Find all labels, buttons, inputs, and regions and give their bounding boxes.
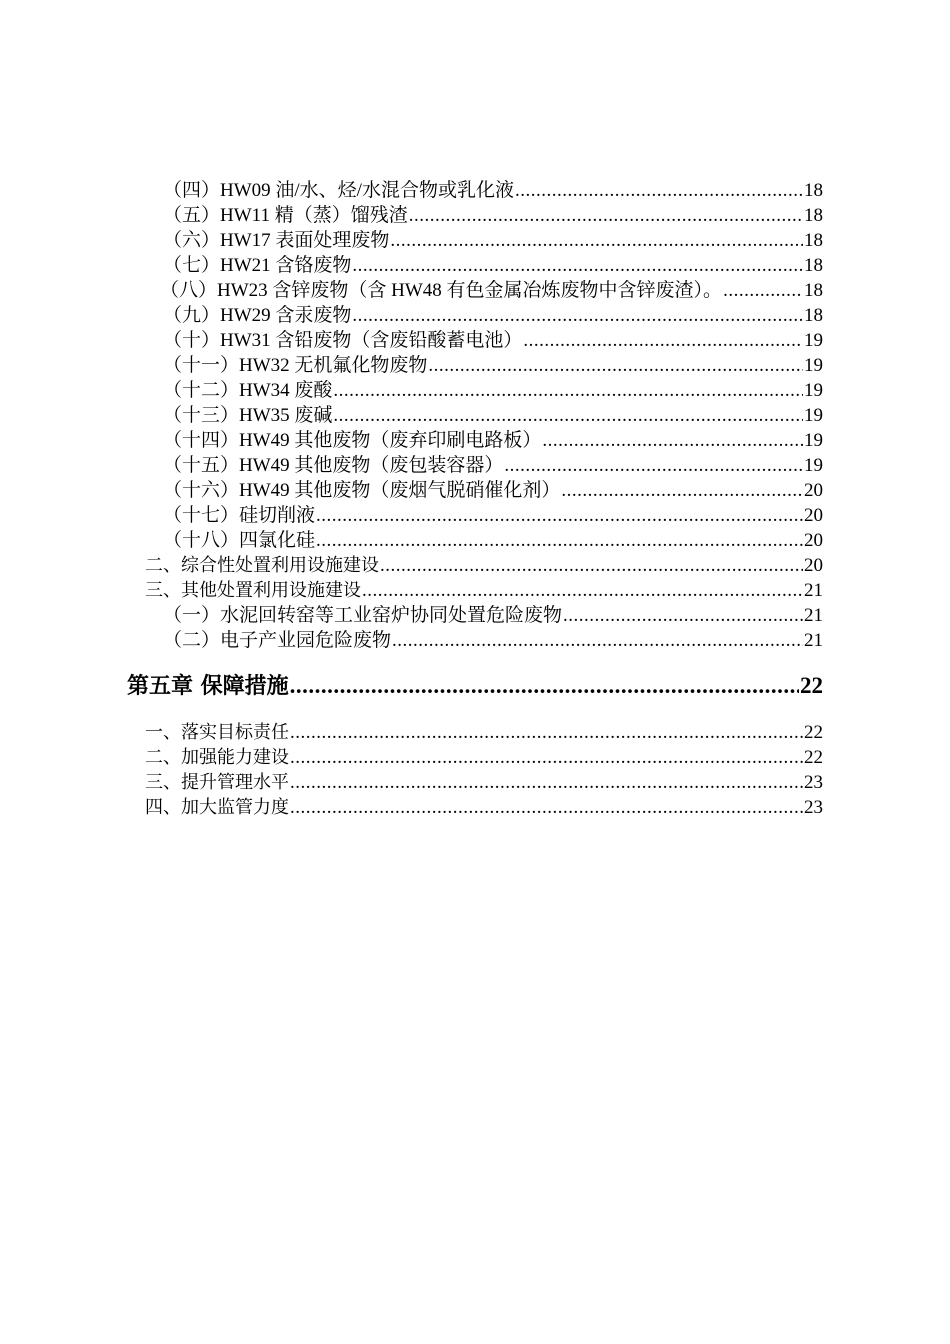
toc-entry-label: （七）HW21 含铬废物 xyxy=(163,255,352,276)
toc-section-entry[interactable] xyxy=(145,720,823,745)
toc-entry[interactable] xyxy=(163,353,823,378)
toc-chapter-label: 第五章 保障措施 xyxy=(127,674,289,699)
toc-leader xyxy=(561,478,803,503)
toc-section-entry[interactable] xyxy=(145,795,823,820)
toc-page-number: 23 xyxy=(804,772,823,793)
toc-entry[interactable] xyxy=(163,478,823,503)
toc-page-number: 19 xyxy=(804,405,823,426)
toc-section-label: 三、其他处置利用设施建设 xyxy=(145,580,361,601)
toc-section-label: 四、加大监管力度 xyxy=(145,797,289,818)
toc-entry[interactable] xyxy=(163,253,823,278)
toc-page-number: 18 xyxy=(804,280,823,301)
toc-leader xyxy=(290,720,803,745)
toc-entry-label: （十五）HW49 其他废物（废包装容器） xyxy=(163,455,504,476)
toc-section-entry[interactable] xyxy=(145,578,823,603)
toc-entry-label: （九）HW29 含汞废物 xyxy=(163,305,352,326)
toc-leader xyxy=(290,770,803,795)
toc-page-number: 20 xyxy=(804,480,823,501)
toc-page-number: 19 xyxy=(804,330,823,351)
toc-entry-label: （一）水泥回转窑等工业窑炉协同处置危险废物 xyxy=(163,605,563,626)
toc-leader xyxy=(316,528,803,553)
toc-section-label: 二、加强能力建设 xyxy=(145,747,289,768)
toc-leader xyxy=(290,795,803,820)
toc-page-number: 20 xyxy=(804,505,823,526)
toc-leader xyxy=(290,670,799,702)
toc-page-number: 20 xyxy=(804,555,823,576)
toc-leader xyxy=(362,578,803,603)
toc-entry[interactable] xyxy=(163,328,823,353)
toc-leader xyxy=(316,503,803,528)
toc-entry[interactable] xyxy=(163,503,823,528)
toc-page-number: 19 xyxy=(804,455,823,476)
toc-section-label: 二、综合性处置利用设施建设 xyxy=(145,555,379,576)
toc-leader xyxy=(392,628,803,653)
toc-entry[interactable] xyxy=(163,603,823,628)
toc-leader xyxy=(523,328,803,353)
toc-entry-label: （十四）HW49 其他废物（废弃印刷电路板） xyxy=(163,430,542,451)
toc-entry[interactable] xyxy=(163,528,823,553)
toc-chapter-entry[interactable] xyxy=(127,670,823,702)
toc-page-number: 19 xyxy=(804,380,823,401)
toc-leader xyxy=(333,403,803,428)
toc-page-number: 21 xyxy=(804,580,823,601)
toc-entry-label: （十六）HW49 其他废物（废烟气脱硝催化剂） xyxy=(163,480,561,501)
toc-entry-label: （十八）四氯化硅 xyxy=(163,530,316,551)
toc-entry-label: （十二）HW34 废酸 xyxy=(163,380,333,401)
toc-page-number: 18 xyxy=(804,205,823,226)
toc-entry[interactable] xyxy=(163,378,823,403)
toc-entry[interactable] xyxy=(163,453,823,478)
toc-leader xyxy=(409,203,803,228)
toc-entry[interactable] xyxy=(163,403,823,428)
toc-entry-label: （八）HW23 含锌废物（含 HW48 有色金属冶炼废物中含锌废渣）。 xyxy=(160,280,723,301)
toc-leader xyxy=(428,353,803,378)
toc-page-number: 22 xyxy=(804,747,823,768)
toc-entry[interactable] xyxy=(163,428,823,453)
toc-page-number: 22 xyxy=(804,722,823,743)
toc-entry-label: （十七）硅切削液 xyxy=(163,505,316,526)
toc-leader xyxy=(352,253,803,278)
toc-entry-label: （二）电子产业园危险废物 xyxy=(163,630,392,651)
toc-entry[interactable] xyxy=(163,203,823,228)
toc-page-number: 20 xyxy=(804,530,823,551)
toc-page-number: 18 xyxy=(804,180,823,201)
toc-page-number: 23 xyxy=(804,797,823,818)
toc-section-entry[interactable] xyxy=(145,770,823,795)
toc-leader xyxy=(380,553,803,578)
toc-page-number: 21 xyxy=(804,605,823,626)
toc-page-number: 18 xyxy=(804,255,823,276)
toc-entry[interactable] xyxy=(163,628,823,653)
toc-leader xyxy=(542,428,803,453)
toc-page-number: 21 xyxy=(804,630,823,651)
toc-entry-label: （五）HW11 精（蒸）馏残渣 xyxy=(163,205,408,226)
toc-leader xyxy=(352,303,803,328)
toc-entry[interactable] xyxy=(163,228,823,253)
toc-leader xyxy=(515,178,803,203)
toc-leader xyxy=(333,378,803,403)
toc-section-entry[interactable] xyxy=(145,553,823,578)
toc-entry-label: （十一）HW32 无机氟化物废物 xyxy=(163,355,428,376)
toc-page-number: 19 xyxy=(804,355,823,376)
toc-entry[interactable] xyxy=(160,278,823,303)
toc-entry-label: （六）HW17 表面处理废物 xyxy=(163,230,390,251)
toc-page-number: 22 xyxy=(800,673,823,698)
toc-leader xyxy=(563,603,803,628)
toc-leader xyxy=(504,453,803,478)
toc-entry-label: （十三）HW35 废碱 xyxy=(163,405,333,426)
toc-leader xyxy=(723,278,803,303)
toc-section-label: 三、提升管理水平 xyxy=(145,772,289,793)
toc-entry[interactable] xyxy=(163,303,823,328)
toc-section-entry[interactable] xyxy=(145,745,823,770)
toc-entry[interactable] xyxy=(163,178,823,203)
toc-page-number: 18 xyxy=(804,230,823,251)
toc-section-label: 一、落实目标责任 xyxy=(145,722,289,743)
toc-entry-label: （十）HW31 含铅废物（含废铅酸蓄电池） xyxy=(163,330,523,351)
toc-entry-label: （四）HW09 油/水、烃/水混合物或乳化液 xyxy=(163,180,514,201)
toc-leader xyxy=(390,228,803,253)
toc-page-number: 18 xyxy=(804,305,823,326)
toc-page-number: 19 xyxy=(804,430,823,451)
toc-leader xyxy=(290,745,803,770)
